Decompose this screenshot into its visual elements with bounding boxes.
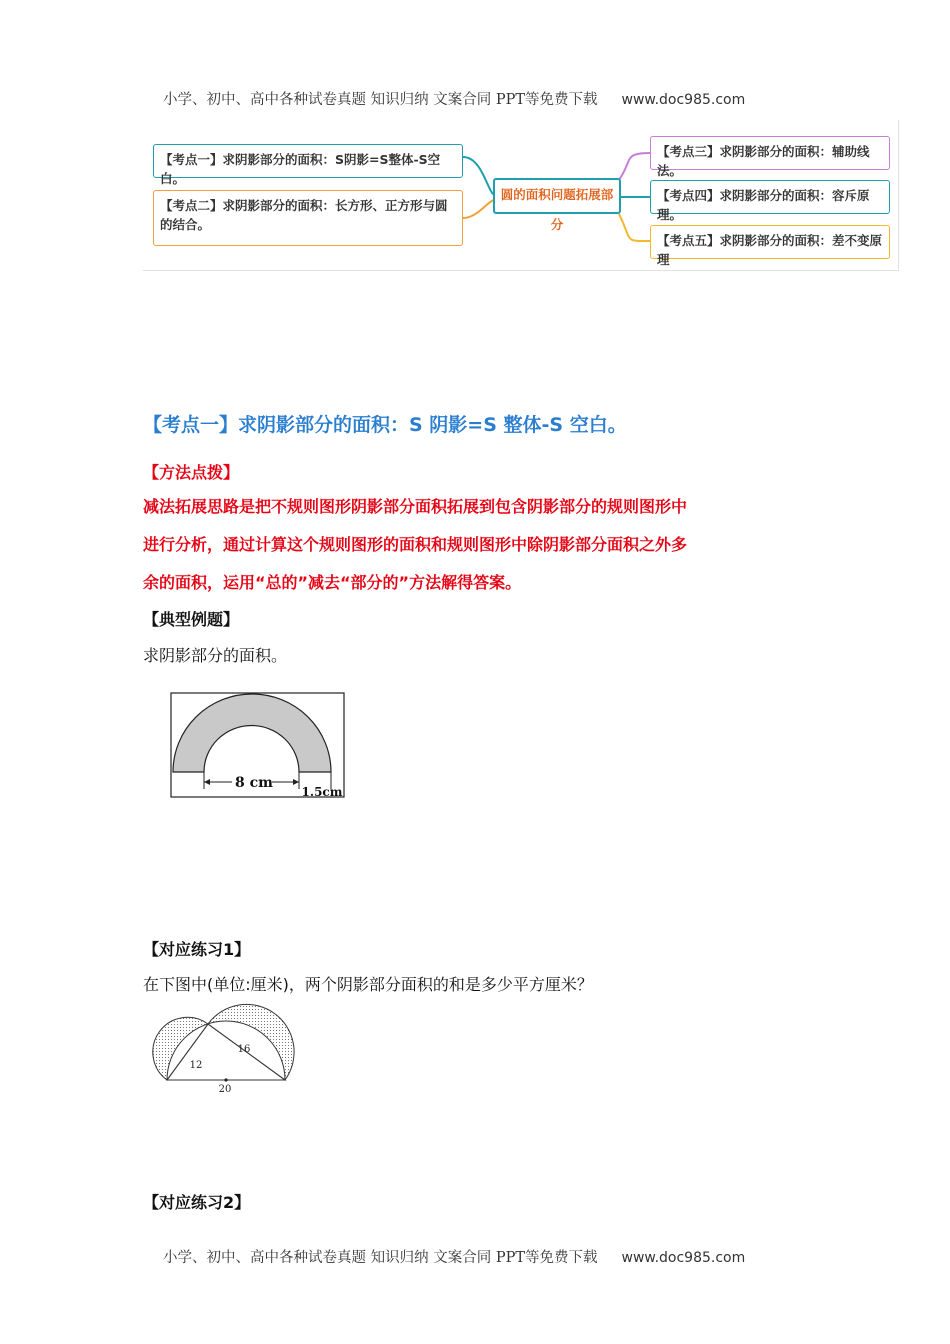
mind-map [143,120,899,271]
footer-text: 小学、初中、高中各种试卷真题 知识归纳 文案合同 PPT等免费下载 [163,1250,598,1266]
section-title: 【考点一】求阴影部分的面积：S 阴影=S 整体-S 空白。 [143,414,627,436]
method-paragraph [143,488,813,602]
figure-half-annulus [170,692,348,800]
figure1-label-inner: 8 cm [235,775,273,791]
mind-map-node-1: 【考点一】求阴影部分的面积：S阴影=S整体-S空白。 [153,144,463,178]
figure-two-semicircles [152,1002,302,1097]
method-line-3: 余的面积，运用“总的”减去“部分的”方法解得答案。 [143,573,522,592]
header-text: 小学、初中、高中各种试卷真题 知识归纳 文案合同 PPT等免费下载 [163,92,598,108]
figure2-label-b: 16 [237,1044,251,1055]
mind-map-node-4: 【考点四】求阴影部分的面积：容斥原理。 [650,180,890,214]
method-line-2: 进行分析，通过计算这个规则图形的面积和规则图形中除阴影部分面积之外多 [143,535,688,554]
mind-map-node-3: 【考点三】求阴影部分的面积：辅助线法。 [650,136,890,170]
practice2-heading: 【对应练习2】 [143,1193,251,1212]
header-site-link[interactable]: www.doc985.com [621,92,746,108]
figure2-label-a: 12 [189,1060,203,1071]
practice1-question: 在下图中(单位:厘米)，两个阴影部分面积的和是多少平方厘米？ [143,975,593,994]
mind-map-node-5: 【考点五】求阴影部分的面积：差不变原理 [650,225,890,259]
mind-map-node-2: 【考点二】求阴影部分的面积：长方形、正方形与圆的结合。 [153,190,463,246]
figure1-label-width: 1.5cm [301,785,343,799]
figure2-label-c: 20 [218,1084,232,1095]
example-heading: 【典型例题】 [143,610,240,629]
footer-site-link[interactable]: www.doc985.com [621,1250,746,1266]
page-header [163,88,745,109]
practice1-heading: 【对应练习1】 [143,940,251,959]
mind-map-center: 圆的面积问题拓展部分 [493,178,621,214]
page-footer [163,1246,745,1267]
example-question: 求阴影部分的面积。 [143,646,288,665]
method-line-1: 减法拓展思路是把不规则图形阴影部分面积拓展到包含阴影部分的规则图形中 [143,497,688,516]
method-heading: 【方法点拨】 [143,463,240,482]
